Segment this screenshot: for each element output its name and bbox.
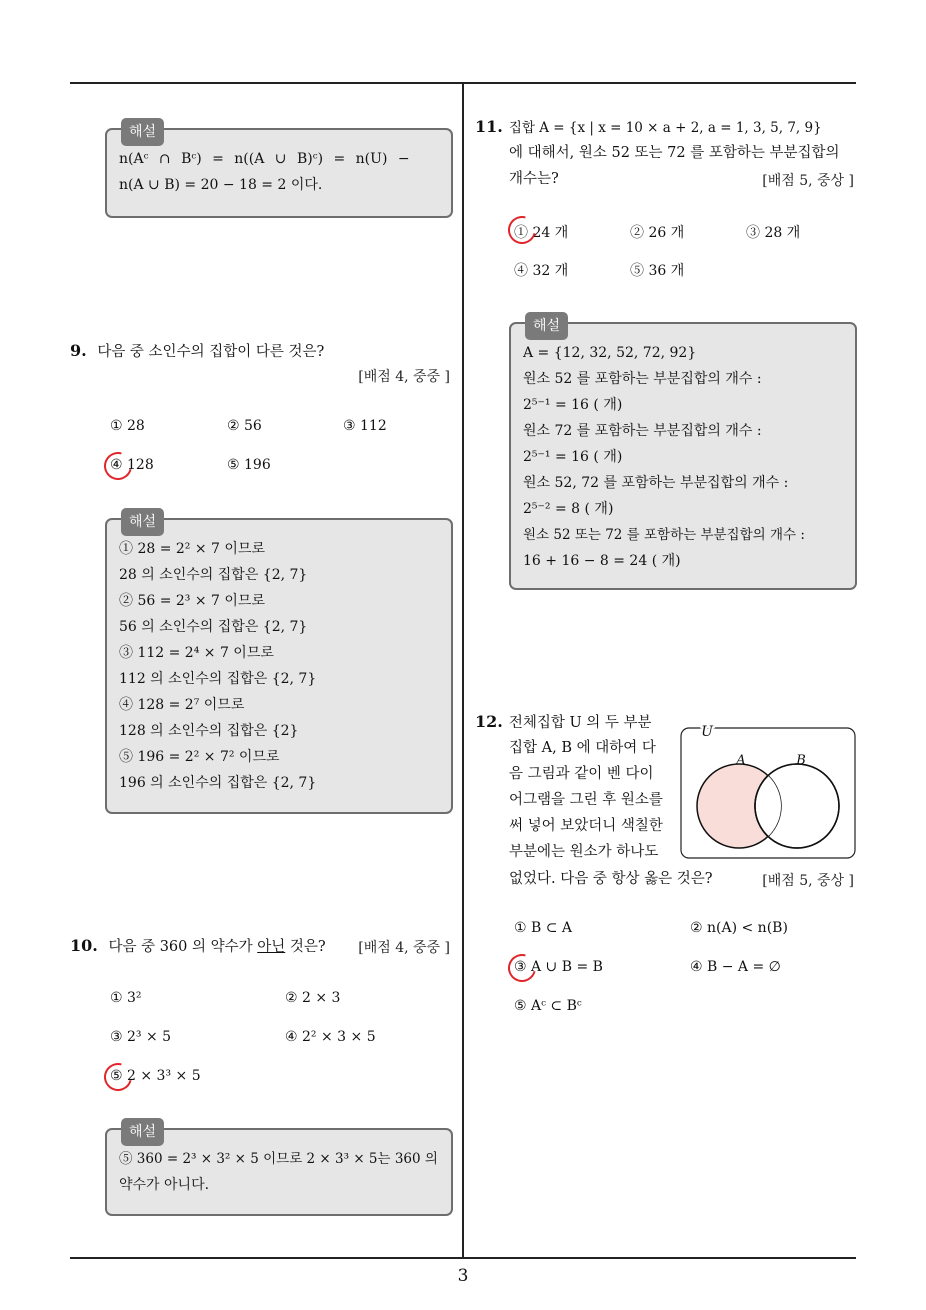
- question-text: 집합 A = {x | x = 10 × a + 2, a = 1, 3, 5, 7, 9}: [508, 120, 822, 136]
- choice-1[interactable]: ① B ⊂ A: [514, 920, 573, 936]
- solution-box-q8: [105, 124, 453, 218]
- solution-box-q11: [509, 318, 857, 590]
- page-number: 3: [457, 1266, 469, 1286]
- question-text: 전체집합 U 의 두 부분: [508, 715, 652, 731]
- answer-mark: [503, 211, 541, 249]
- solution-line: ② 56 = 2³ × 7 이므로: [119, 593, 265, 609]
- solution-line: 원소 52 또는 72 를 포함하는 부분집합의 개수 :: [523, 527, 805, 543]
- choice-4[interactable]: ④ 32 개: [514, 263, 569, 279]
- choice-1[interactable]: ① 24 개: [514, 225, 569, 241]
- question-text: 부분에는 원소가 하나도: [509, 844, 659, 860]
- column-divider: [462, 82, 464, 1258]
- choice-5[interactable]: ⑤ 2 × 3³ × 5: [110, 1068, 201, 1084]
- score-meta: [배점 5, 중상 ]: [762, 873, 854, 889]
- question-text: 없었다. 다음 중 항상 옳은 것은?: [509, 871, 713, 887]
- question-text: 개수는?: [509, 171, 559, 187]
- explain-tag: 해설: [121, 1118, 164, 1146]
- answer-mark: [99, 447, 137, 485]
- set-a-label: A: [736, 753, 746, 768]
- solution-line: 16 + 16 − 8 = 24 ( 개): [523, 553, 681, 569]
- solution-line: ③ 112 = 2⁴ × 7 이므로: [119, 645, 274, 661]
- question-text: 어그램을 그린 후 원소를: [509, 792, 663, 808]
- choice-3[interactable]: ③ 28 개: [746, 225, 801, 241]
- question-text: 다음 중 소인수의 집합이 다른 것은?: [97, 344, 325, 360]
- solution-line: ① 28 = 2² × 7 이므로: [119, 541, 265, 557]
- solution-line: A = {12, 32, 52, 72, 92}: [523, 345, 697, 361]
- solution-line: ⑤ 360 = 2³ × 3² × 5 이므로 2 × 3³ × 5는 360 의: [119, 1151, 438, 1167]
- question-text: 에 대해서, 원소 52 또는 72 를 포함하는 부분집합의: [509, 145, 840, 161]
- solution-line: 56 의 소인수의 집합은 {2, 7}: [119, 619, 308, 635]
- question-number: 9.: [70, 341, 87, 360]
- solution-line: 2⁵⁻² = 8 ( 개): [523, 501, 614, 517]
- choice-5[interactable]: ⑤ Aᶜ ⊂ Bᶜ: [514, 998, 582, 1014]
- question-text: 집합 A, B 에 대하여 다: [509, 740, 656, 756]
- choice-3[interactable]: ③ 112: [343, 418, 387, 434]
- solution-line: 원소 52, 72 를 포함하는 부분집합의 개수 :: [523, 475, 789, 491]
- solution-line: 196 의 소인수의 집합은 {2, 7}: [119, 775, 317, 791]
- question-text: 음 그림과 같이 벤 다이: [509, 766, 654, 782]
- question-9: [70, 338, 450, 365]
- solution-line: 원소 52 를 포함하는 부분집합의 개수 :: [523, 371, 762, 387]
- choice-1[interactable]: ① 28: [110, 418, 145, 434]
- explain-tag: 해설: [525, 312, 568, 340]
- solution-line: 2⁵⁻¹ = 16 ( 개): [523, 449, 623, 465]
- question-text: 것은?: [285, 939, 326, 955]
- universe-label: U: [701, 724, 713, 740]
- choice-5[interactable]: ⑤ 36 개: [630, 263, 685, 279]
- choice-4[interactable]: ④ 128: [110, 457, 154, 473]
- question-text: 다음 중 360 의 약수가: [108, 939, 258, 955]
- answer-mark: [503, 949, 541, 987]
- solution-line: ⑤ 196 = 2² × 7² 이므로: [119, 749, 280, 765]
- score-meta: [배점 5, 중상 ]: [762, 173, 854, 189]
- question-number: 10.: [70, 936, 98, 955]
- solution-line: ④ 128 = 2⁷ 이므로: [119, 697, 245, 713]
- solution-line: 112 의 소인수의 집합은 {2, 7}: [119, 671, 317, 687]
- question-11: [475, 114, 860, 141]
- question-text-emphasis: 아닌: [257, 939, 286, 955]
- question-number: 11.: [475, 117, 503, 136]
- choice-4[interactable]: ④ B − A = ∅: [690, 959, 781, 975]
- solution-line: n(Aᶜ ∩ Bᶜ) = n((A ∪ B)ᶜ) = n(U) −: [119, 151, 410, 167]
- score-meta: [배점 4, 중중 ]: [358, 369, 450, 385]
- solution-line: 28 의 소인수의 집합은 {2, 7}: [119, 567, 308, 583]
- venn-diagram: [679, 722, 859, 862]
- set-b-label: B: [796, 753, 806, 768]
- explain-tag: 해설: [121, 118, 164, 146]
- solution-line: n(A ∪ B) = 20 − 18 = 2 이다.: [119, 177, 323, 193]
- choice-2[interactable]: ② n(A) < n(B): [690, 920, 788, 936]
- solution-box-q10: [105, 1124, 453, 1216]
- solution-line: 원소 72 를 포함하는 부분집합의 개수 :: [523, 423, 762, 439]
- choice-2[interactable]: ② 26 개: [630, 225, 685, 241]
- choice-3[interactable]: ③ 2³ × 5: [110, 1029, 172, 1045]
- choice-2[interactable]: ② 56: [227, 418, 262, 434]
- answer-mark: [99, 1058, 137, 1096]
- score-meta: [배점 4, 중중 ]: [358, 940, 450, 956]
- choice-5[interactable]: ⑤ 196: [227, 457, 271, 473]
- bottom-rule: [70, 1257, 856, 1259]
- solution-box-q9: [105, 514, 453, 814]
- question-number: 12.: [475, 712, 503, 731]
- choice-1[interactable]: ① 3²: [110, 990, 142, 1006]
- solution-line: 2⁵⁻¹ = 16 ( 개): [523, 397, 623, 413]
- question-text: 써 넣어 보았더니 색칠한: [509, 818, 663, 834]
- choice-2[interactable]: ② 2 × 3: [285, 990, 341, 1006]
- choice-4[interactable]: ④ 2² × 3 × 5: [285, 1029, 376, 1045]
- explain-tag: 해설: [121, 508, 164, 536]
- question-12: [475, 709, 675, 736]
- choice-3[interactable]: ③ A ∪ B = B: [514, 959, 603, 975]
- solution-line: 128 의 소인수의 집합은 {2}: [119, 723, 299, 739]
- solution-line: 약수가 아니다.: [119, 1177, 210, 1193]
